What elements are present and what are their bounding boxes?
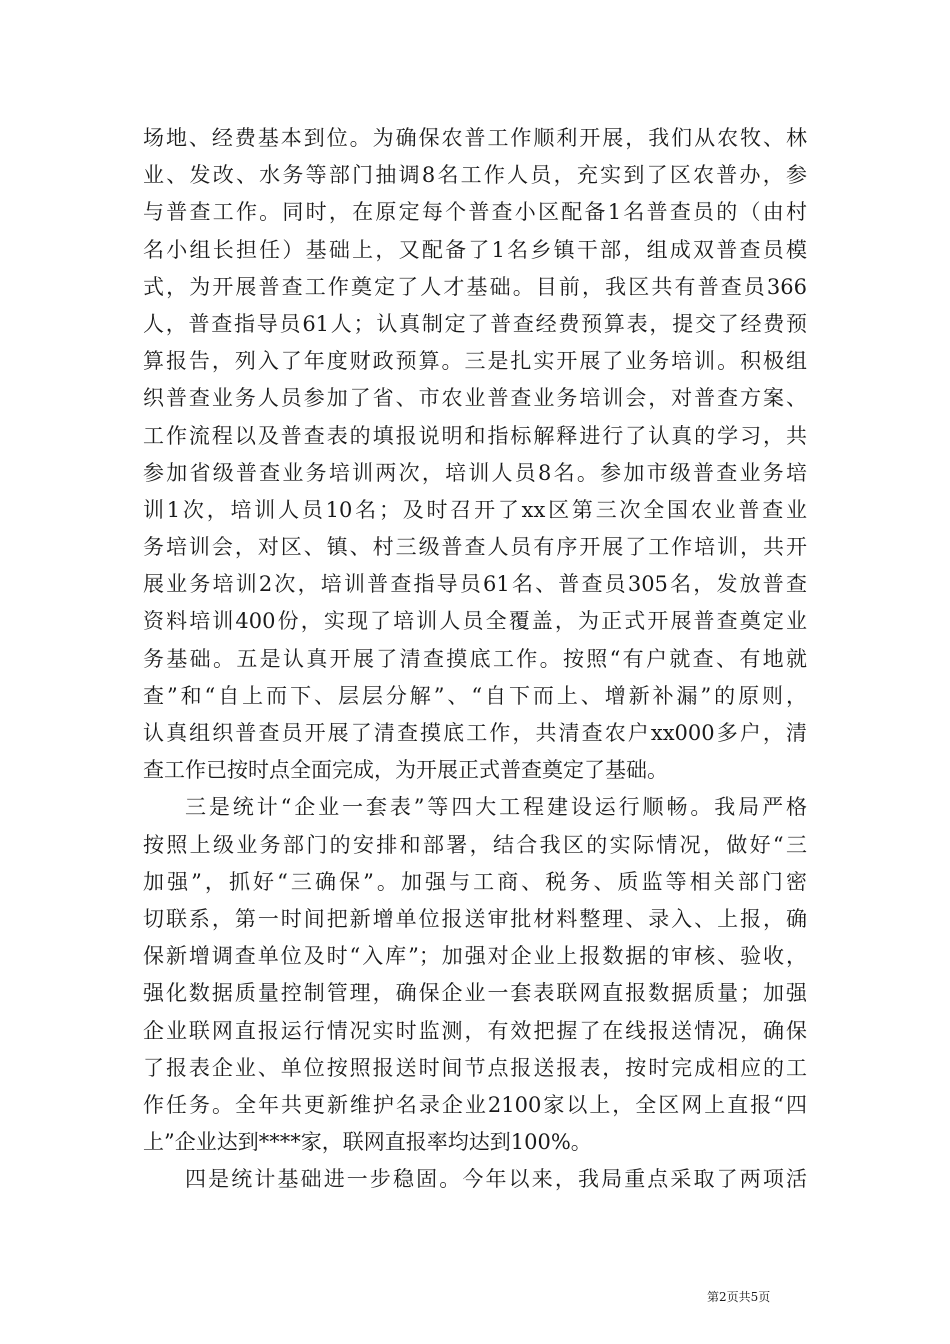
- document-body: [143, 120, 807, 1198]
- text-line: 织普查业务人员参加了省、市农业普查业务培训会，对普查方案、: [143, 386, 807, 411]
- text-line: 资料培训400份，实现了培训人员全覆盖，为正式开展普查奠定业: [143, 609, 807, 634]
- text-line: 查工作已按时点全面完成，为开展正式普查奠定了基础。: [143, 758, 668, 783]
- text-line: 加强”，抓好“三确保”。加强与工商、税务、质监等相关部门密: [143, 869, 807, 894]
- paragraph-statistics-foundation: [143, 1161, 807, 1198]
- text-line: 三是统计“企业一套表”等四大工程建设运行顺畅。我局严格: [185, 795, 807, 820]
- text-line: 场地、经费基本到位。为确保农普工作顺利开展，我们从农牧、林: [143, 126, 807, 150]
- text-line: 工作流程以及普查表的填报说明和指标解释进行了认真的学习，共: [143, 423, 807, 448]
- text-line: 算报告，列入了年度财政预算。三是扎实开展了业务培训。积极组: [143, 349, 807, 374]
- text-line: 展业务培训2次，培训普查指导员61名、普查员305名，发放普查: [143, 572, 807, 597]
- text-line: 保新增调查单位及时“入库”；加强对企业上报数据的审核、验收，: [143, 944, 807, 969]
- paragraph-rural-census: [143, 120, 807, 789]
- text-line: 务培训会，对区、镇、村三级普查人员有序开展了工作培训，共开: [143, 535, 807, 560]
- text-line: 查”和“自上而下、层层分解”、“自下而上、增新补漏”的原则，: [143, 683, 807, 708]
- text-line: 企业联网直报运行情况实时监测，有效把握了在线报送情况，确保: [143, 1018, 807, 1043]
- text-line: 人，普查指导员61人；认真制定了普查经费预算表，提交了经费预: [143, 311, 807, 336]
- paragraph-enterprise-system: [143, 789, 807, 1161]
- text-line: 上”企业达到****家，联网直报率均达到100%。: [143, 1130, 592, 1155]
- text-line: 切联系，第一时间把新增单位报送审批材料整理、录入、上报，确: [143, 906, 807, 931]
- text-line: 名小组长担任）基础上，又配备了1名乡镇干部，组成双普查员模: [143, 237, 807, 262]
- text-line: 式，为开展普查工作奠定了人才基础。目前，我区共有普查员366: [143, 274, 807, 299]
- text-line: 作任务。全年共更新维护名录企业2100家以上，全区网上直报“四: [143, 1092, 807, 1117]
- text-line: 业、发改、水务等部门抽调8名工作人员，充实到了区农普办，参: [143, 163, 807, 188]
- text-line: 参加省级普查业务培训两次，培训人员8名。参加市级普查业务培: [143, 460, 807, 485]
- text-line: 了报表企业、单位按照报送时间节点报送报表，按时完成相应的工: [143, 1055, 807, 1080]
- text-line: 训1次，培训人员10名；及时召开了xx区第三次全国农业普查业: [143, 497, 807, 522]
- text-line: 务基础。五是认真开展了清查摸底工作。按照“有户就查、有地就: [143, 646, 807, 671]
- text-line: 与普查工作。同时，在原定每个普查小区配备1名普查员的（由村: [143, 200, 807, 225]
- text-line: 按照上级业务部门的安排和部署，结合我区的实际情况，做好“三: [143, 832, 807, 857]
- text-line: 四是统计基础进一步稳固。今年以来，我局重点采取了两项活: [185, 1167, 807, 1192]
- text-line: 认真组织普查员开展了清查摸底工作，共清查农户xx000多户，清: [143, 721, 807, 745]
- page-number: 第2页共5页: [707, 1290, 771, 1304]
- text-line: 强化数据质量控制管理，确保企业一套表联网直报数据质量；加强: [143, 981, 807, 1006]
